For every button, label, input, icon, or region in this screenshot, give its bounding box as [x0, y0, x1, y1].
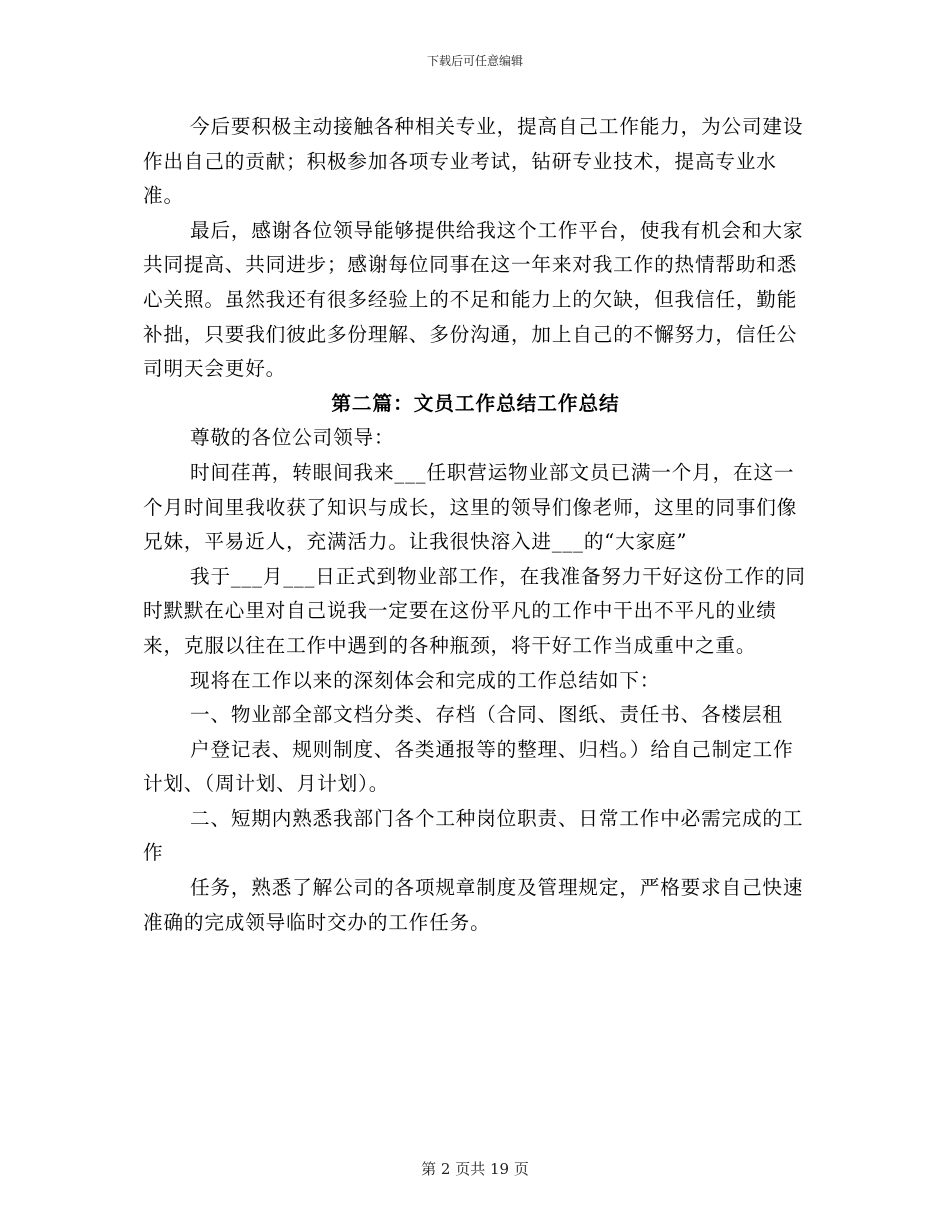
paragraph-intro: 时间荏苒，转眼间我来___任职营运物业部文员已满一个月，在这一个月时间里我收获了知识与成长，这里的领导们像老师，这里的同事们像兄妹，平易近人，充满活力。让我很快溶入进___的“大家庭”	[143, 460, 798, 554]
paragraph-thanks: 最后，感谢各位领导能够提供给我这个工作平台，使我有机会和大家共同提高、共同进步；感谢每位同事在这一年来对我工作的热情帮助和悉心关照。虽然我还有很多经验上的不足和能力上的欠缺，但我信任，勤能补拙，只要我们彼此多份理解、多份沟通，加上自己的不懈努力，信任公司明天会更好。	[143, 218, 804, 381]
paragraph-start-work: 我于___月___日正式到物业部工作，在我准备努力干好这份工作的同时默默在心里对自己说我一定要在这份平凡的工作中干出不平凡的业绩来，克服以往在工作中遇到的各种瓶颈，将干好工作当成重中之重。	[143, 564, 806, 657]
list-item-1-continued: 户登记表、规则制度、各类通报等的整理、归档。）给自己制定工作计划、（周计划、月计划）。	[143, 737, 794, 796]
section-heading: 第二篇：文员工作总结工作总结	[331, 391, 620, 415]
page-footer: 第 2 页共 19 页	[421, 1160, 529, 1178]
list-item-1: 一、物业部全部文档分类、存档（合同、图纸、责任书、各楼层租	[190, 703, 783, 727]
paragraph-summary-lead: 现将在工作以来的深刻体会和完成的工作总结如下：	[190, 668, 661, 692]
salutation: 尊敬的各位公司领导：	[190, 426, 395, 450]
document-body	[143, 110, 808, 940]
list-item-2: 二、短期内熟悉我部门各个工种岗位职责、日常工作中必需完成的工作	[143, 806, 804, 865]
page-header: 下载后可任意编辑	[426, 54, 523, 68]
paragraph-future-plans: 今后要积极主动接触各种相关专业，提高自己工作能力，为公司建设作出自己的贡献；积极参加各项专业考试，钻研专业技术，提高专业水准。	[143, 115, 804, 208]
list-item-2-continued: 任务，熟悉了解公司的各项规章制度及管理规定，严格要求自己快速准确的完成领导临时交办的工作任务。	[143, 876, 804, 934]
